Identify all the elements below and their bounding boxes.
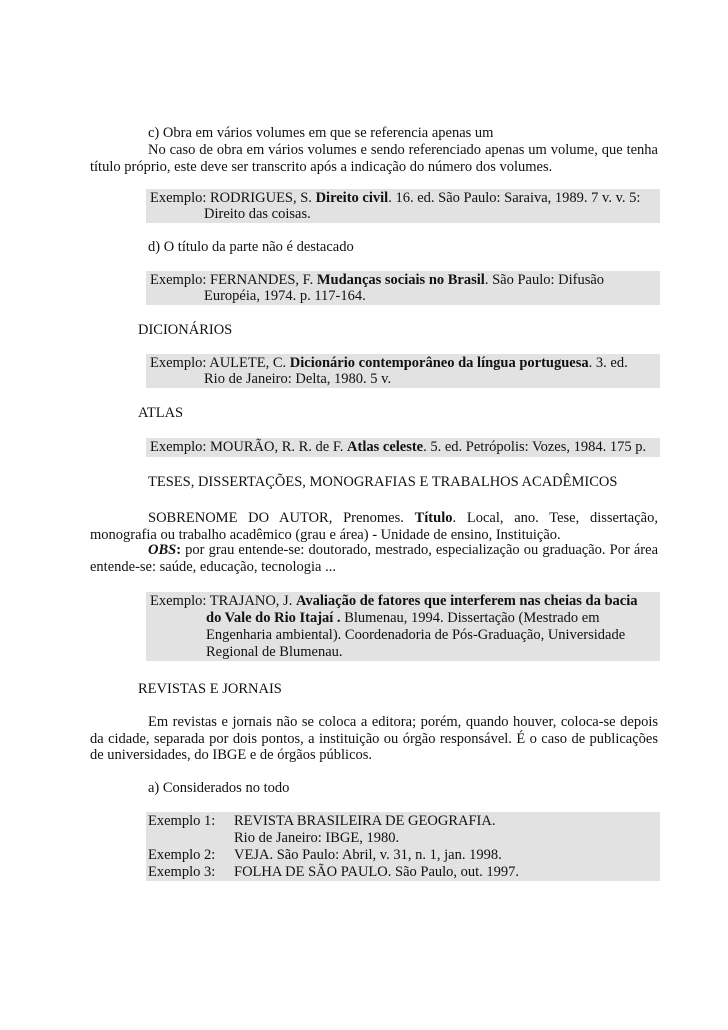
example-label: Exemplo: (150, 272, 211, 288)
dicionarios-heading: DICIONÁRIOS (138, 322, 233, 338)
example-label: Exemplo: (150, 439, 211, 455)
obs-paragraph (90, 542, 658, 575)
citation-continuation: Regional de Blumenau. (206, 644, 343, 660)
citation-details: Blumenau, 1994. Dissertação (Mestrado em (340, 610, 600, 626)
example-label: Exemplo: (150, 593, 210, 609)
citation-details: . 3. ed. (588, 355, 628, 371)
section-d-heading: d) O título da parte não é destacado (148, 239, 354, 255)
teses-author-format: SOBRENOME DO AUTOR, Prenomes. (148, 510, 415, 526)
atlas-heading: ATLAS (138, 405, 184, 421)
example-3-label: Exemplo 3: (148, 864, 216, 880)
example-2-label: Exemplo 2: (148, 847, 216, 863)
citation-author: TRAJANO, J. (209, 593, 296, 609)
example-box-rodrigues (146, 189, 660, 223)
revistas-paragraph: Em revistas e jornais não se coloca a editora; porém, quando houver, coloca-se depois da cidade, separada por dois pontos, a instituição ou órgão responsável. É o caso de publicações de universidades, do IBGE e de órgãos públicos. (90, 714, 658, 763)
citation-title: Dicionário contemporâneo da língua portuguesa (289, 355, 589, 371)
citation-details: . 5. ed. Petrópolis: Vozes, 1984. 175 p. (423, 439, 647, 455)
obs-text: por grau entende-se: doutorado, mestrado, especialização ou graduação. Por área entende-se: saúde, educação, tecnologia ... (90, 542, 658, 575)
section-c-heading: c) Obra em vários volumes em que se referencia apenas um (148, 125, 494, 141)
example-box-aulete (146, 354, 660, 388)
citation-continuation: Direito das coisas. (204, 206, 311, 222)
citation-author: MOURÃO, R. R. de F. (210, 439, 348, 455)
citation-continuation: Rio de Janeiro: Delta, 1980. 5 v. (204, 371, 392, 387)
citation-title: Direito civil (315, 190, 389, 206)
citation-title: Atlas celeste (347, 439, 424, 455)
example-2-line1: VEJA. São Paulo: Abril, v. 31, n. 1, jan. 1998. (234, 847, 502, 863)
example-1-line1: REVISTA BRASILEIRA DE GEOGRAFIA. (234, 813, 496, 829)
example-box-trajano (146, 592, 660, 661)
citation-author: RODRIGUES, S. (210, 190, 316, 206)
citation-continuation: Européia, 1974. p. 117-164. (204, 288, 366, 304)
teses-heading: TESES, DISSERTAÇÕES, MONOGRAFIAS E TRABALHOS ACADÊMICOS (148, 474, 618, 490)
section-a-heading: a) Considerados no todo (148, 780, 290, 796)
citation-details: . São Paulo: Difusão (484, 272, 605, 288)
example-box-mourao (146, 438, 660, 457)
section-c-paragraph: No caso de obra em vários volumes e sendo referenciado apenas um volume, que tenha título próprio, este deve ser transcrito após a indicação do número dos volumes. (90, 142, 658, 175)
example-box-fernandes (146, 271, 660, 305)
examples-table (146, 812, 660, 881)
obs-label: OBS (148, 542, 177, 558)
citation-author: AULETE, C. (209, 355, 290, 371)
citation-title-continuation: do Vale do Rio Itajaí . (206, 610, 341, 626)
obs-colon: : (176, 542, 182, 558)
example-3-line1: FOLHA DE SÃO PAULO. São Paulo, out. 1997. (234, 864, 520, 880)
teses-paragraph (90, 510, 658, 543)
citation-author: FERNANDES, F. (210, 272, 317, 288)
revistas-heading: REVISTAS E JORNAIS (138, 681, 282, 697)
citation-continuation: Engenharia ambiental). Coordenadoria de Pós-Graduação, Universidade (206, 627, 626, 643)
citation-details: . 16. ed. São Paulo: Saraiva, 1989. 7 v. v. 5: (388, 190, 641, 206)
citation-title: Mudanças sociais no Brasil (316, 272, 485, 288)
citation-title: Avaliação de fatores que interferem nas cheias da bacia (295, 593, 638, 609)
teses-title-format: Título (414, 510, 453, 526)
example-1-line2: Rio de Janeiro: IBGE, 1980. (234, 830, 400, 846)
example-label: Exemplo: (150, 355, 210, 371)
example-label: Exemplo: (150, 190, 211, 206)
teses-details-format: . Local, ano. Tese, dissertação, monografia ou trabalho acadêmico (grau e área) - Unidade de ensino, Instituição. (90, 510, 658, 543)
example-1-label: Exemplo 1: (148, 813, 216, 829)
